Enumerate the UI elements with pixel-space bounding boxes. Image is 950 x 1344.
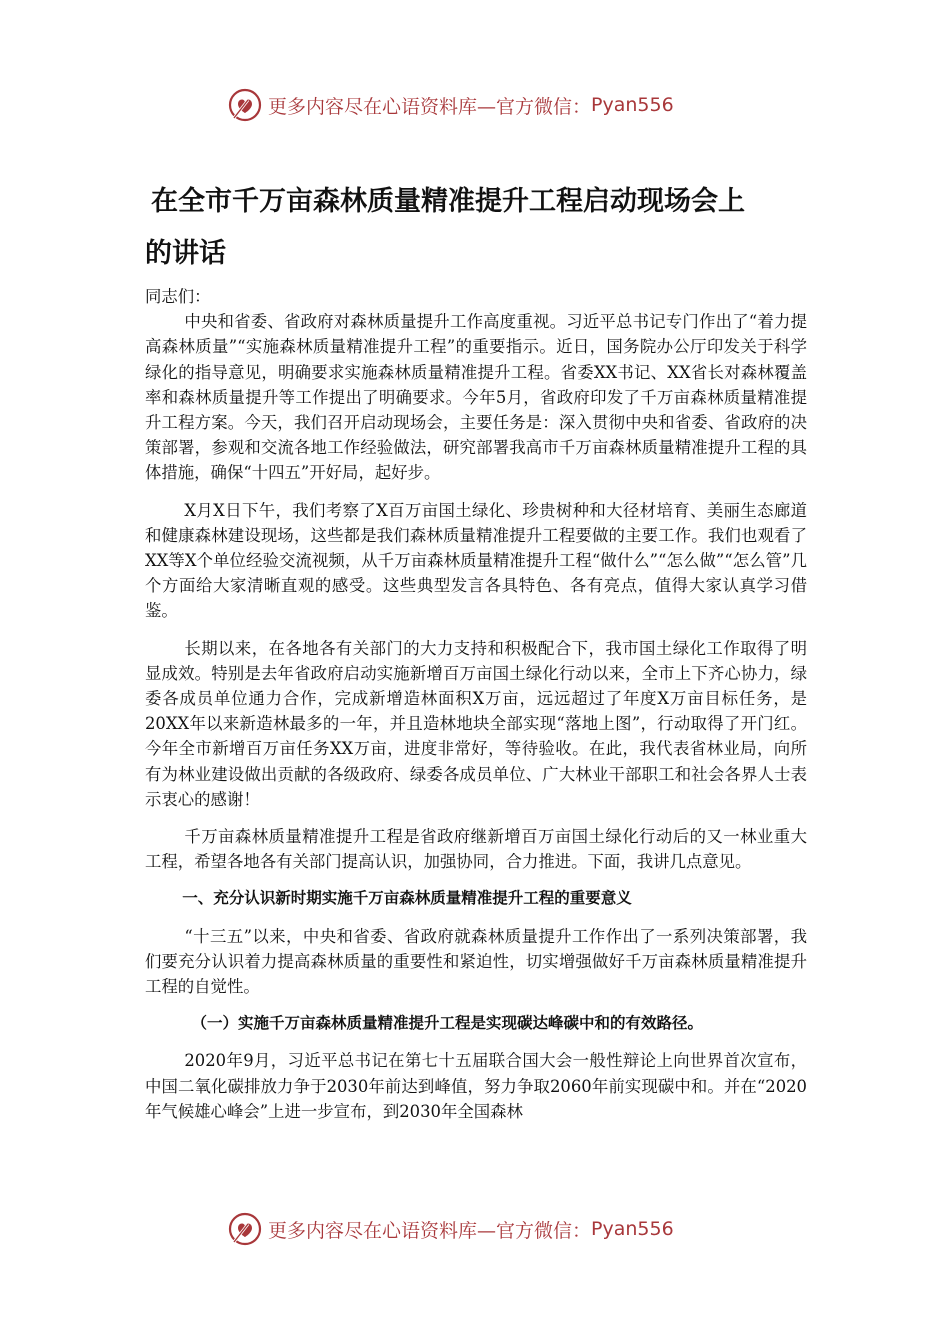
title-line-1: 在全市千万亩森林质量精准提升工程启动现场会上 bbox=[151, 186, 745, 217]
document-body bbox=[145, 284, 807, 1136]
watermark-banner-bottom bbox=[228, 1212, 748, 1246]
watermark-text: 更多内容尽在心语资料库—官方微信： bbox=[268, 1219, 592, 1242]
paragraph: 2020年9月，习近平总书记在第七十五届联合国大会一般性辩论上向世界首次宣布，中国二氧化碳排放力争于2030年前达到峰值，努力争取2060年前实现碳中和。并在“2020年气候雄心峰会”上进一步宣布，到2030年全国森林 bbox=[145, 1051, 807, 1121]
watermark-text: 更多内容尽在心语资料库—官方微信： bbox=[268, 95, 592, 118]
greeting: 同志们： bbox=[145, 287, 211, 306]
title-line-2: 的讲话 bbox=[145, 238, 226, 269]
paragraph: 千万亩森林质量精准提升工程是省政府继新增百万亩国土绿化行动后的又一林业重大工程，希望各地各有关部门提高认识，加强协同，合力推进。下面，我讲几点意见。 bbox=[145, 827, 807, 872]
watermark-wechat-id: Pyan556 bbox=[591, 94, 674, 116]
section-heading: 一、充分认识新时期实施千万亩森林质量精准提升工程的重要意义 bbox=[182, 889, 632, 908]
paragraph: “十三五”以来，中央和省委、省政府就森林质量提升工作作出了一系列决策部署，我们要充分认识着力提高森林质量的重要性和紧迫性，切实增强做好千万亩森林质量精准提升工程的自觉性。 bbox=[145, 926, 807, 997]
heart-pen-logo-icon bbox=[228, 88, 262, 122]
watermark-banner-top bbox=[228, 88, 748, 122]
heart-pen-logo-icon bbox=[228, 1212, 262, 1246]
paragraph: 长期以来，在各地各有关部门的大力支持和积极配合下，我市国土绿化工作取得了明显成效。特别是去年省政府启动实施新增百万亩国土绿化行动以来，全市上下齐心协力，绿委各成员单位通力合作，完成新增造林面积X万亩，远远超过了年度X万亩目标任务，是20XX年以来新造林最多的一年，并且造林地块全部实现“落地上图”，行动取得了开门红。今年全市新增百万亩任务XX万亩，进度非常好，等待验收。在此，我代表省林业局，向所有为林业建设做出贡献的各级政府、绿委各成员单位、广大林业干部职工和社会各界人士表示衷心的感谢！ bbox=[145, 638, 807, 809]
paragraph: 中央和省委、省政府对森林质量提升工作高度重视。习近平总书记专门作出了“着力提高森林质量”“实施森林质量精准提升工程”的重要指示。近日，国务院办公厅印发关于科学绿化的指导意见，明确要求实施森林质量精准提升工程。省委XX书记、XX省长对森林覆盖率和森林质量提升等工作提出了明确要求。今年5月，省政府印发了千万亩森林质量精准提升工程方案。今天，我们召开启动现场会，主要任务是：深入贯彻中央和省委、省政府的决策部署，参观和交流各地工作经验做法，研究部署我高市千万亩森林质量精准提升工程的具体措施，确保“十四五”开好局，起好步。 bbox=[145, 312, 807, 483]
subsection-heading: （一）实施千万亩森林质量精准提升工程是实现碳达峰碳中和的有效路径。 bbox=[191, 1014, 704, 1033]
document-title bbox=[145, 176, 805, 280]
paragraph: X月X日下午，我们考察了X百万亩国土绿化、珍贵树种和大径材培育、美丽生态廊道和健康森林建设现场，这些都是我们森林质量精准提升工程要做的主要工作。我们也观看了XX等X个单位经验交流视频，从千万亩森林质量精准提升工程“做什么”“怎么做”“怎么管”几个方面给大家清晰直观的感受。这些典型发言各具特色、各有亮点，值得大家认真学习借鉴。 bbox=[145, 500, 807, 621]
watermark-wechat-id: Pyan556 bbox=[591, 1218, 674, 1240]
